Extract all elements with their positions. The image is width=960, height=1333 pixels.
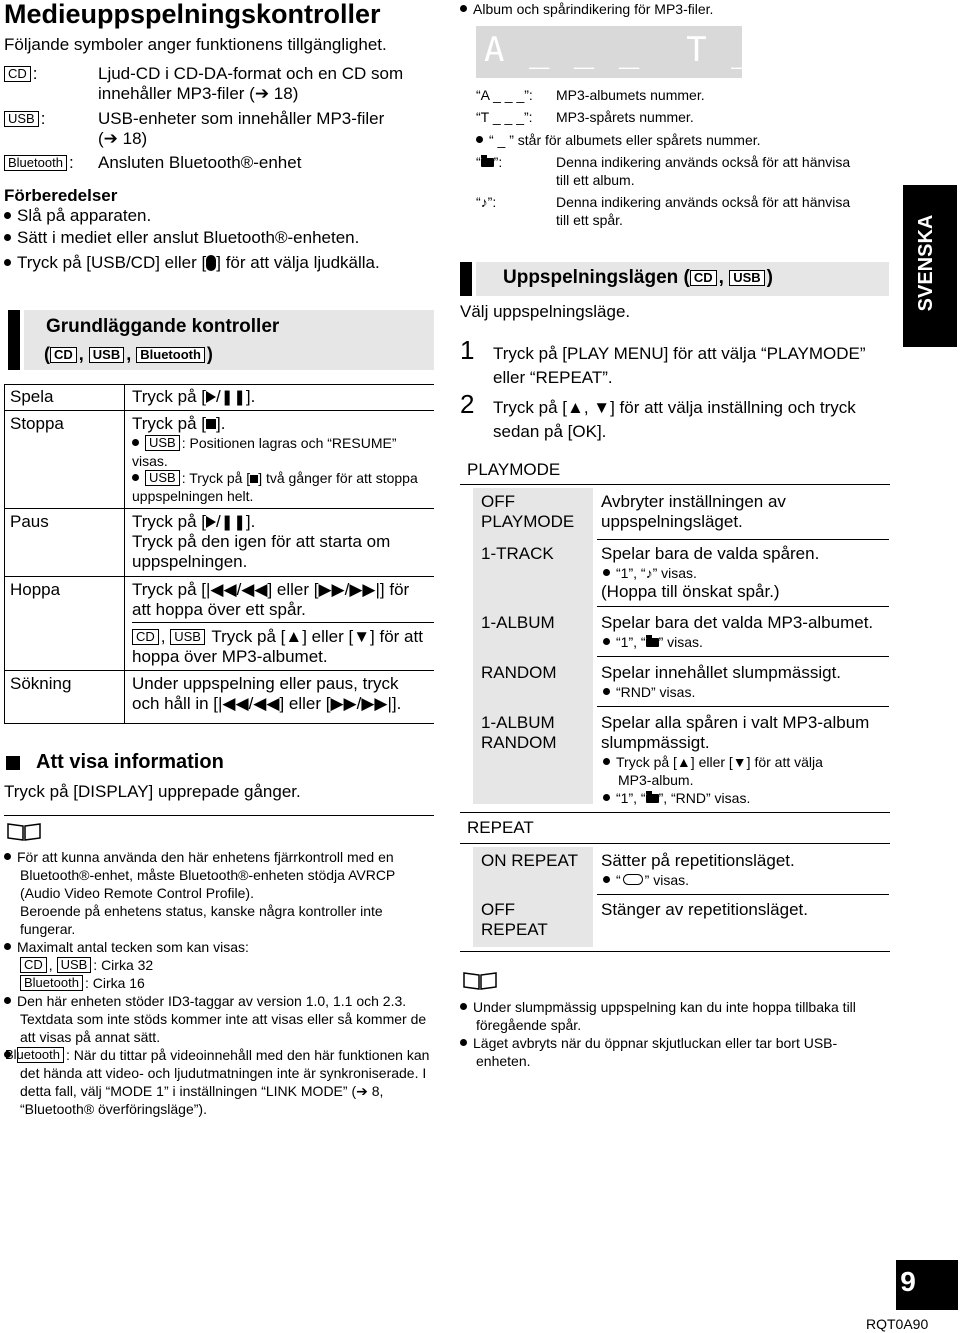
folder-icon [481,158,494,167]
repeat-icon [623,874,643,885]
intro-text: Följande symboler anger funktionens tillgänglighet. [4,35,387,54]
section-marker [460,262,472,296]
book-icon [6,822,42,842]
pm-value: Spelar innehållet slumpmässigt. “RND” visas. [601,663,842,700]
page-title: Medieuppspelningskontroller [4,0,381,29]
symbol-bluetooth-row: Bluetooth : [4,153,74,173]
track-row-value: MP3-spårets nummer. [556,109,694,125]
stop-note-1: USB : Positionen lagras och “RESUME” visas. [132,435,397,469]
bluetooth-icon [206,255,216,271]
playmode-key-col [473,488,593,804]
rp-key: OFF REPEAT [481,900,548,939]
stop-note-2: USB : Tryck på [ ] två gånger för att stoppa uppspelningen helt. [132,470,418,504]
bluetooth-badge: Bluetooth [4,155,67,171]
section-marker [8,310,20,370]
pm-key: RANDOM [481,663,557,682]
skip-back-icon: |◀◀/◀◀ [206,580,268,599]
pm-key: 1-TRACK [481,544,554,563]
prep-item: Tryck på [USB/CD] eller [ ] för att välja ljudkälla. [4,253,380,273]
rp-value: Sätter på repetitionsläget. “ ” visas. [601,851,795,888]
note-icon: ♪ [480,194,488,210]
underscore-note: “ _ ” står för albumets eller spårets nummer. [476,131,761,149]
pause-text: Tryck på [ /❚❚]. [132,512,256,531]
skip-text: Tryck på [|◀◀/◀◀] eller [▶▶/▶▶|] för att hoppa över ett spår. [132,580,410,619]
rp-value: Stänger av repetitionsläget. [601,900,808,919]
play-label: Spela [10,387,54,406]
pm-value: Avbryter inställningen av uppspelningsläget. [601,492,786,531]
track-row: “T _ _ _”: [476,109,533,125]
pm-value: Spelar bara det valda MP3-albumet. “1”, “ ” visas. [601,613,874,650]
note-note: Denna indikering används också för att hänvisa till ett spår. [556,194,851,228]
basic-badges: ( CD , USB , Bluetooth ) [44,344,213,364]
step-number: 2 [460,389,475,419]
select-text: Välj uppspelningsläge. [460,302,631,321]
symbol-bluetooth-desc: Ansluten Bluetooth®-enhet [98,153,302,172]
step-number: 1 [460,335,475,365]
skip-label: Hoppa [10,580,61,599]
album-row-value: MP3-albumets nummer. [556,87,705,103]
play-icon [206,391,216,403]
note-row: “♪”: [476,194,497,210]
symbol-usb-row: USB : [4,109,45,129]
album-row: “A _ _ _”: [476,87,533,103]
stop-icon [206,419,216,429]
rp-key: ON REPEAT [481,851,578,870]
symbol-cd-row: CD : [4,64,38,84]
folder-note: Denna indikering används också för att hänvisa till ett album. [556,154,851,188]
pm-key: 1-ALBUM RANDOM [481,713,557,752]
info-heading: Att visa information [36,751,224,773]
notes-right: Under slumpmässig uppspelning kan du inte hoppa tillbaka till föregående spår. Läget avbryts när du öppnar skjutluckan eller tar bort USB-enheten. [460,998,890,1070]
pause-label: Paus [10,512,49,531]
symbol-usb-desc: USB-enheter som innehåller MP3-filer (➔ 18) [98,109,385,148]
stop-label: Stoppa [10,414,64,433]
skip-forward-icon: ▶▶/▶▶| [318,580,380,599]
modes-heading: Uppspelningslägen ( CD , USB ) [503,267,773,288]
prep-item: Slå på apparaten. [4,206,151,226]
album-title: Album och spårindikering för MP3-filer. [460,0,713,18]
pause-text-2: Tryck på den igen för att starta om uppspelningen. [132,532,391,571]
step-1: Tryck på [PLAY MENU] för att välja “PLAYMODE” eller “REPEAT”. [493,344,866,387]
lcd-display: A _ _ _ T _ _ _ [476,26,742,78]
page-number-box: 9 [896,1260,958,1310]
pm-key: 1-ALBUM [481,613,555,632]
info-text: Tryck på [DISPLAY] upprepade gånger. [4,782,301,801]
repeat-label: REPEAT [467,818,534,837]
doc-code: RQT0A90 [866,1316,929,1332]
folder-row: “ ”: [476,154,503,170]
language-tab: SVENSKA [903,185,957,347]
playmode-label: PLAYMODE [467,460,561,479]
notes-left: För att kunna använda den här enhetens fjärrkontroll med en Bluetooth®-enhet, måste Bluetooth®-enheten stödja AVRCP (Audio Video Remote Control Profile). Beroende på enhetens status, kanske några kontroller inte fungerar. Maximalt antal tecken som kan visas: CD , USB : Cirka 32 Bluetooth : Cirka 16 Den här enheten stöder ID3-taggar av version 1.0, 1.1 och 2.3. Textdata som inte stöds kommer inte att visas eller så kommer de att visas på annat sätt. Bluetooth : När du tittar på videoinnehåll med den här funktionen kan det hända att video- och ljudutmatningen inte är synkroniserade. I detta fall, välj “MODE 1” i inställningen “LINK MODE” (➔ 8, “Bluetooth® överföringsläge”). [5,849,430,1117]
pm-value: Spelar alla spåren i valt MP3-album slumpmässigt. Tryck på [▲] eller [▼] för att välja MP3-album. “1”, “ ”, “RND” visas. [601,713,870,806]
info-marker [6,756,20,770]
prep-item: Sätt i mediet eller anslut Bluetooth®-enheten. [4,228,359,248]
book-icon [462,971,498,991]
step-2: Tryck på [▲, ▼] för att välja inställning och tryck sedan på [OK]. [493,398,856,441]
pm-value: Spelar bara de valda spåren. “1”, “♪” visas. (Hoppa till önskat spår.) [601,544,820,601]
stop-text: Tryck på [ ]. [132,414,226,433]
skip-album-text: CD , USB Tryck på [▲] eller [▼] för att hoppa över MP3-albumet. [132,627,423,666]
search-label: Sökning [10,674,72,693]
cd-badge: CD [4,66,31,82]
basic-heading: Grundläggande kontroller [46,316,280,337]
play-text: Tryck på [ /❚❚]. [132,387,256,406]
pm-key: OFF PLAYMODE [481,492,575,531]
prep-heading: Förberedelser [4,186,118,205]
symbol-cd-desc: Ljud-CD i CD-DA-format och en CD som innehåller MP3-filer (➔ 18) [98,64,404,103]
search-text: Under uppspelning eller paus, tryck och håll in [|◀◀/◀◀] eller [▶▶/▶▶|]. [132,674,402,713]
usb-badge: USB [4,111,39,127]
